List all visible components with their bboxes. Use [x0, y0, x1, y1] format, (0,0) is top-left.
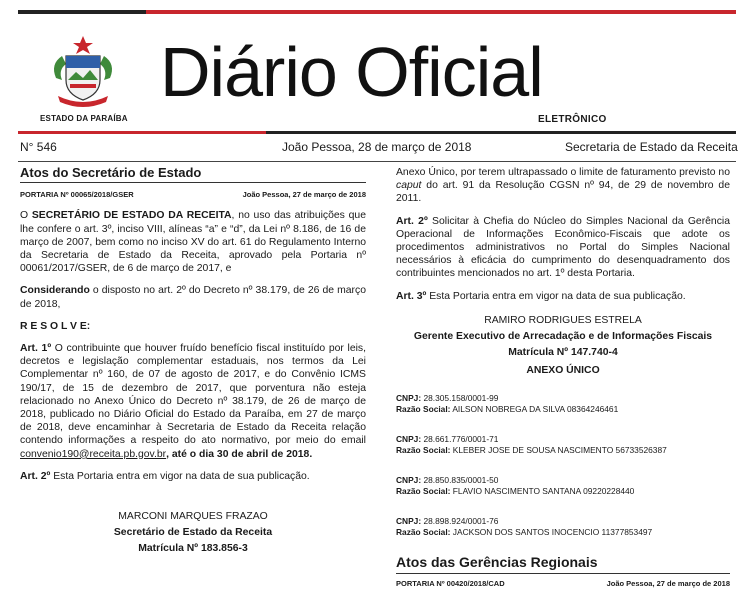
issue-number: N° 546 — [20, 140, 57, 154]
razao-value: JACKSON DOS SANTOS INOCENCIO 11377853497 — [452, 526, 653, 537]
paragraph-preamble: O SECRETÁRIO DE ESTADO DA RECEITA, no uso das atribuições que lhe confere o art. 3º, inciso VIII, alíneas “a” e “d”, da Lei nº 8.186, de 16 de março de 2007, bem como no inciso XV do art. 61 do Regulamento Interno da Secretaria de Estado da Receita, aprovado pela Portaria nº 00061/2017/GSER, de 6 de março de 2017, e — [20, 210, 366, 275]
section-title-regional: Atos das Gerências Regionais — [396, 554, 598, 570]
signer-role: Secretário de Estado da Receita — [113, 527, 273, 539]
razao-value: AILSON NOBREGA DA SILVA 08364246461 — [452, 403, 619, 414]
signature-block-right — [396, 313, 730, 379]
portaria-header — [20, 188, 366, 201]
resolve-heading: R E S O L V E: — [20, 320, 91, 332]
annex-entry: CNPJ: 28.305.158/0001-99 Razão Social: AILSON NOBREGA DA SILVA 08364246461 — [396, 392, 619, 414]
top-rule — [18, 10, 736, 14]
portaria-header-regional — [396, 579, 730, 588]
regional-section — [396, 554, 730, 596]
meta-rule — [18, 161, 736, 162]
annex-list — [396, 393, 730, 538]
razao-value: FLAVIO NASCIMENTO SANTANA 09220228440 — [452, 485, 635, 496]
state-label: ESTADO DA PARAÍBA — [40, 114, 128, 123]
annex-entry: CNPJ: 28.661.776/0001-71 Razão Social: KLEBER JOSE DE SOUSA NASCIMENTO 56733526387 — [396, 433, 667, 455]
portaria-date: João Pessoa, 27 de março de 2018 — [242, 190, 366, 200]
section-rule-regional — [396, 573, 730, 574]
annex-entry: CNPJ: 28.898.924/0001-76 Razão Social: JACKSON DOS SANTOS INOCENCIO 11377853497 — [396, 515, 653, 537]
annex-title: ANEXO ÚNICO — [526, 364, 600, 376]
razao-value: KLEBER JOSE DE SOUSA NASCIMENTO 56733526387 — [452, 444, 667, 455]
section-rule — [20, 182, 366, 183]
signer-role-right: Gerente Executivo de Arrecadação e de Informações Fiscais — [413, 330, 713, 342]
annex-entry: CNPJ: 28.850.835/0001-50 Razão Social: FLAVIO NASCIMENTO SANTANA 09220228440 — [396, 474, 635, 496]
masthead-subtitle: ELETRÔNICO — [538, 114, 607, 125]
header-rule — [18, 131, 736, 134]
left-column — [20, 166, 366, 557]
portaria-date-regional: João Pessoa, 27 de março de 2018 — [606, 579, 730, 588]
cnpj-value: 28.850.835/0001-50 — [423, 474, 499, 485]
email-link[interactable]: convenio190@receita.pb.gov.br — [20, 448, 167, 460]
right-column — [396, 166, 730, 557]
cnpj-value: 28.305.158/0001-99 — [423, 392, 499, 403]
state-coat-of-arms-icon — [46, 34, 120, 110]
cnpj-value: 28.661.776/0001-71 — [423, 433, 499, 444]
article-2: Art. 2º Esta Portaria entra em vigor na data de sua publicação. — [20, 470, 310, 482]
portaria-number-regional: PORTARIA Nº 00420/2018/CAD — [396, 579, 505, 588]
signer-name-right: RAMIRO RODRIGUES ESTRELA — [484, 314, 642, 326]
agency-name: Secretaria de Estado da Receita — [565, 140, 738, 154]
cnpj-value: 28.898.924/0001-76 — [423, 515, 499, 526]
paragraph-considerando: Considerando o disposto no art. 2º do Decreto nº 38.179, de 26 de março de 2018, — [20, 285, 366, 310]
article-3-right: Art. 3º Esta Portaria entra em vigor na data de sua publicação. — [396, 290, 686, 302]
section-title: Atos do Secretário de Estado — [20, 165, 202, 180]
masthead-title: Diário Oficial — [160, 33, 543, 111]
article-2-right: Art. 2º Solicitar à Chefia do Núcleo do Simples Nacional da Gerência Operacional de Informações Econômico-Fiscais que adote os procedimentos administrativos no Portal do Simples Nacional necessários à eficácia do cumprimento do desenquadramento dos contribuintes mencionados no art. 1º desta Portaria. — [396, 215, 730, 280]
signer-registration: Matrícula Nº 183.856-3 — [138, 543, 248, 555]
continuation-paragraph: Anexo Único, por terem ultrapassado o limite de faturamento previsto no caput do art. 91 da Resolução CGSN nº 94, de 29 de novembro de 2011. — [396, 167, 730, 205]
signer-name: MARCONI MARQUES FRAZAO — [118, 511, 268, 523]
signer-registration-right: Matrícula Nº 147.740-4 — [508, 346, 618, 358]
signature-block — [20, 509, 366, 557]
portaria-number: PORTARIA Nº 00065/2018/GSER — [20, 190, 134, 200]
article-1: Art. 1º O contribuinte que houver fruído benefício fiscal instituído por leis, decretos e legislação complementar estaduais, nos termos da Lei Complementar nº 160, de 07 de agosto de 2017, e do Convênio ICMS 190/17, de 15 de dezembro de 2017, que porventura não esteja relacionado no Anexo Único do Decreto nº 38.179, de 26 de março de 2018, publicado no Diário Oficial do Estado da Paraíba, em 27 de março de 2018, deve encaminhar à Secretaria de Estado da Receita relação contendo informações a respeito do ato normativo, por meio do email convenio190@receita.pb.gov.br, até o dia 30 de abril de 2018. — [20, 343, 366, 460]
issue-date: João Pessoa, 28 de março de 2018 — [282, 140, 472, 154]
